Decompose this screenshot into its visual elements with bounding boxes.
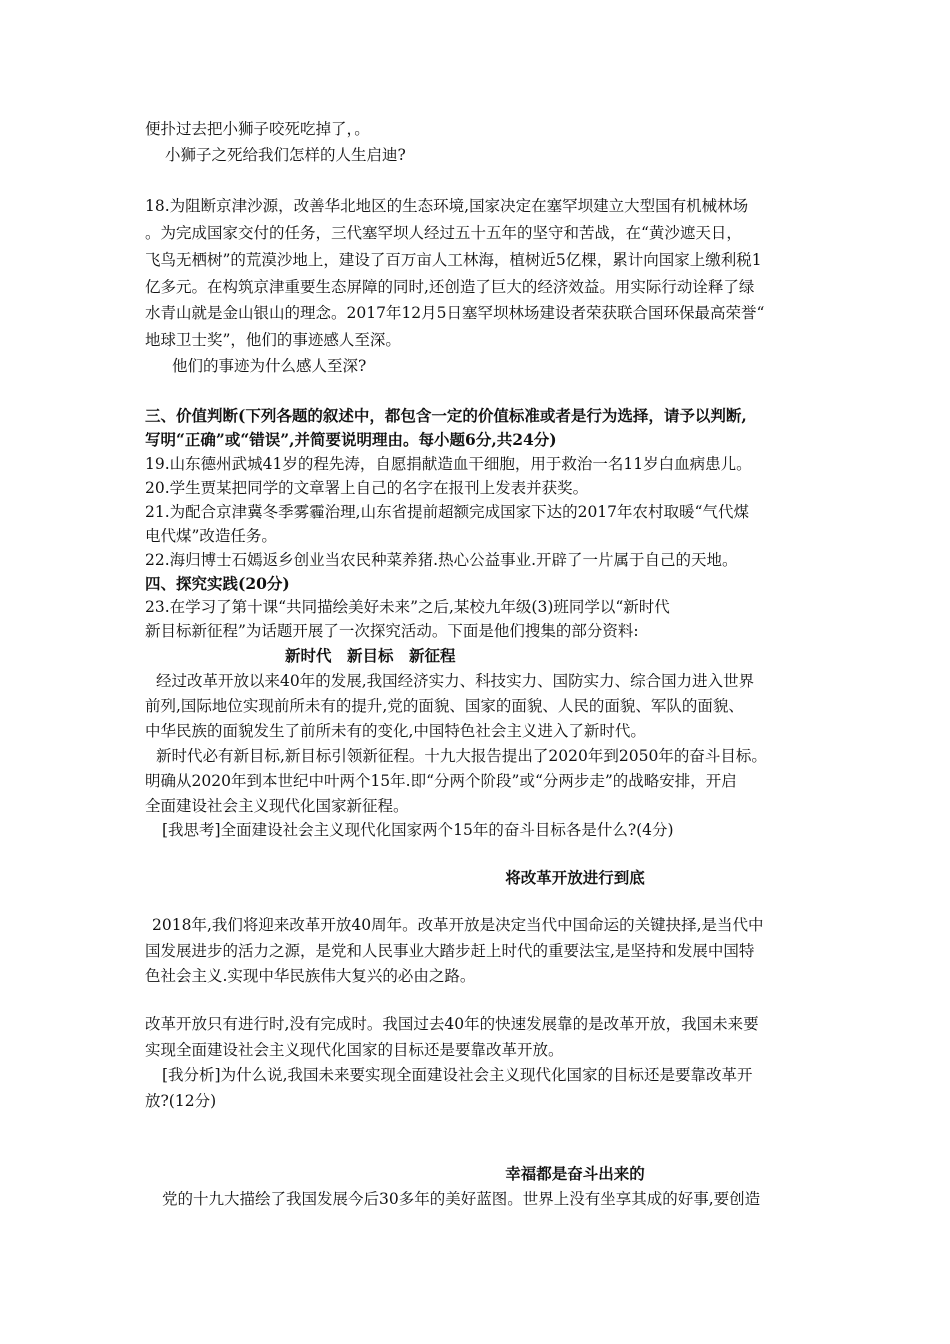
material-2-line: 实现全面建设社会主义现代化国家的目标还是要靠改革开放。: [145, 1041, 564, 1059]
question-18-prompt: 他们的事迹为什么感人至深?: [172, 357, 367, 375]
question-23: 新目标新征程”为话题开展了一次探究活动。下面是他们搜集的部分资料:: [145, 622, 639, 640]
material-1-line: 全面建设社会主义现代化国家新征程。: [145, 797, 409, 815]
story-line: 便扑过去把小狮子咬死吃掉了，。: [145, 120, 370, 138]
q18-line: 亿多元。在构筑京津重要生态屏障的同时,还创造了巨大的经济效益。用实际行动诠释了绿: [145, 278, 755, 296]
material-3-title: 幸福都是奋斗出来的: [505, 1164, 645, 1183]
material-3-line: 党的十九大描绘了我国发展今后30多年的美好蓝图。世界上没有坐享其成的好事,要创造: [162, 1190, 761, 1208]
q18-line: 18.为阻断京津沙源，改善华北地区的生态环境,国家决定在塞罕坝建立大型国有机械林场: [145, 197, 749, 215]
question-23-part-1: [我思考]全面建设社会主义现代化国家两个15年的奋斗目标各是什么?(4分): [162, 821, 674, 839]
q18-line: 飞鸟无栖树”的荒漠沙地上，建设了百万亩人工林海，植树近5亿棵，累计向国家上缴利税1: [145, 251, 762, 269]
material-2-line: 国发展进步的活力之源，是党和人民事业大踏步赶上时代的重要法宝,是坚持和发展中国特: [145, 942, 755, 960]
material-1-line: 经过改革开放以来40年的发展,我国经济实力、科技实力、国防实力、综合国力进入世界: [156, 672, 755, 690]
material-1-line: 新时代必有新目标,新目标引领新征程。十九大报告提出了2020年到2050年的奋斗目标。: [156, 747, 767, 765]
material-1-line: 中华民族的面貌发生了前所未有的变化,中国特色社会主义进入了新时代。: [145, 722, 646, 740]
material-2-line: 改革开放只有进行时,没有完成时。我国过去40年的快速发展靠的是改革开放，我国未来要: [145, 1015, 759, 1033]
question-22: 22.海归博士石嫣返乡创业当农民种菜养猪.热心公益事业.开辟了一片属于自己的天地。: [145, 551, 738, 569]
section-3-heading: 写明“正确”或“错误”,并简要说明理由。每小题6分,共24分): [145, 430, 557, 449]
question-23-part-2: [我分析]为什么说,我国未来要实现全面建设社会主义现代化国家的目标还是要靠改革开: [162, 1066, 753, 1084]
section-3-heading: 三、价值判断(下列各题的叙述中，都包含一定的价值标准或者是行为选择，请予以判断,: [145, 406, 747, 425]
question-21: 电代煤”改造任务。: [145, 527, 277, 545]
material-1-line: 前列,国际地位实现前所未有的提升,党的面貌、国家的面貌、人民的面貌、军队的面貌、: [145, 697, 744, 715]
material-2-title: 将改革开放进行到底: [505, 868, 645, 887]
material-1-title: 新时代 新目标 新征程: [285, 646, 456, 665]
material-1-line: 明确从2020年到本世纪中叶两个15年.即“分两个阶段”或“分两步走”的战略安排，开启: [145, 772, 737, 790]
material-2-line: 2018年,我们将迎来改革开放40周年。改革开放是决定当代中国命运的关键抉择,是当代中: [152, 916, 764, 934]
question-19: 19.山东德州武城41岁的程先涛，自愿捐献造血干细胞，用于救治一名11岁白血病患儿。: [145, 455, 752, 473]
question-23: 23.在学习了第十课“共同描绘美好未来”之后,某校九年级(3)班同学以“新时代: [145, 598, 670, 616]
question-17-prompt: 小狮子之死给我们怎样的人生启迪?: [165, 146, 406, 164]
material-2-line: 色社会主义.实现中华民族伟大复兴的必由之路。: [145, 967, 476, 985]
section-4-heading: 四、探究实践(20分): [145, 574, 290, 593]
q18-line: 地球卫士奖”，他们的事迹感人至深。: [145, 331, 401, 349]
question-20: 20.学生贾某把同学的文章署上自己的名字在报刊上发表并获奖。: [145, 479, 589, 497]
question-23-part-2: 放?(12分): [145, 1092, 217, 1110]
question-21: 21.为配合京津冀冬季雾霾治理,山东省提前超额完成国家下达的2017年农村取暖“气代煤: [145, 503, 749, 521]
q18-line: 。为完成国家交付的任务，三代塞罕坝人经过五十五年的坚守和苦战，在“黄沙遮天日，: [145, 224, 742, 242]
q18-line: 水青山就是金山银山的理念。2017年12月5日塞罕坝林场建设者荣获联合国环保最高荣誉“: [145, 304, 765, 322]
